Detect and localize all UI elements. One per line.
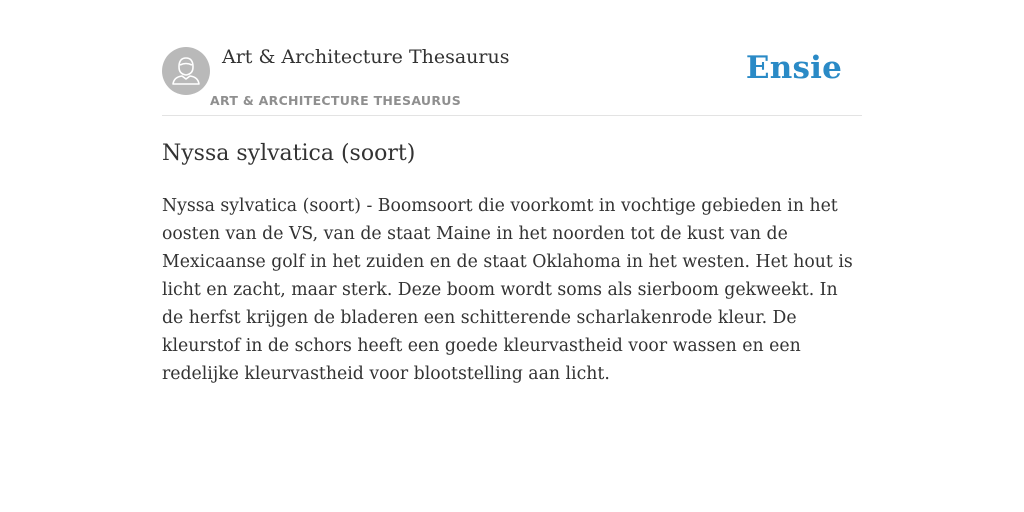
- source-name-link[interactable]: Art & Architecture Thesaurus: [222, 46, 510, 68]
- avatar[interactable]: [162, 47, 210, 95]
- definition-card: [162, 0, 862, 384]
- definition-text: Nyssa sylvatica (soort) - Boomsoort die voorkomt in vochtige gebieden in het oosten van de VS, van de staat Maine in het noorden tot de kust van de Mexicaanse golf in het zuiden en de staat Oklahoma in het westen. Het hout is licht en zacht, maar sterk. Deze boom wordt soms als sierboom gekweekt. In de herfst krijgen de bladeren een schitterende scharlakenrode kleur. De kleurstof in de schors heeft een goede kleurvastheid voor wassen en een redelijke kleurvastheid voor blootstelling aan licht.: [162, 196, 853, 384]
- ensie-logo[interactable]: Ensie: [745, 50, 842, 86]
- user-icon: [162, 47, 210, 95]
- page-title: Nyssa sylvatica (soort): [162, 141, 416, 166]
- card-header: [162, 0, 862, 116]
- source-caps-label[interactable]: ART & ARCHITECTURE THESAURUS: [210, 93, 462, 108]
